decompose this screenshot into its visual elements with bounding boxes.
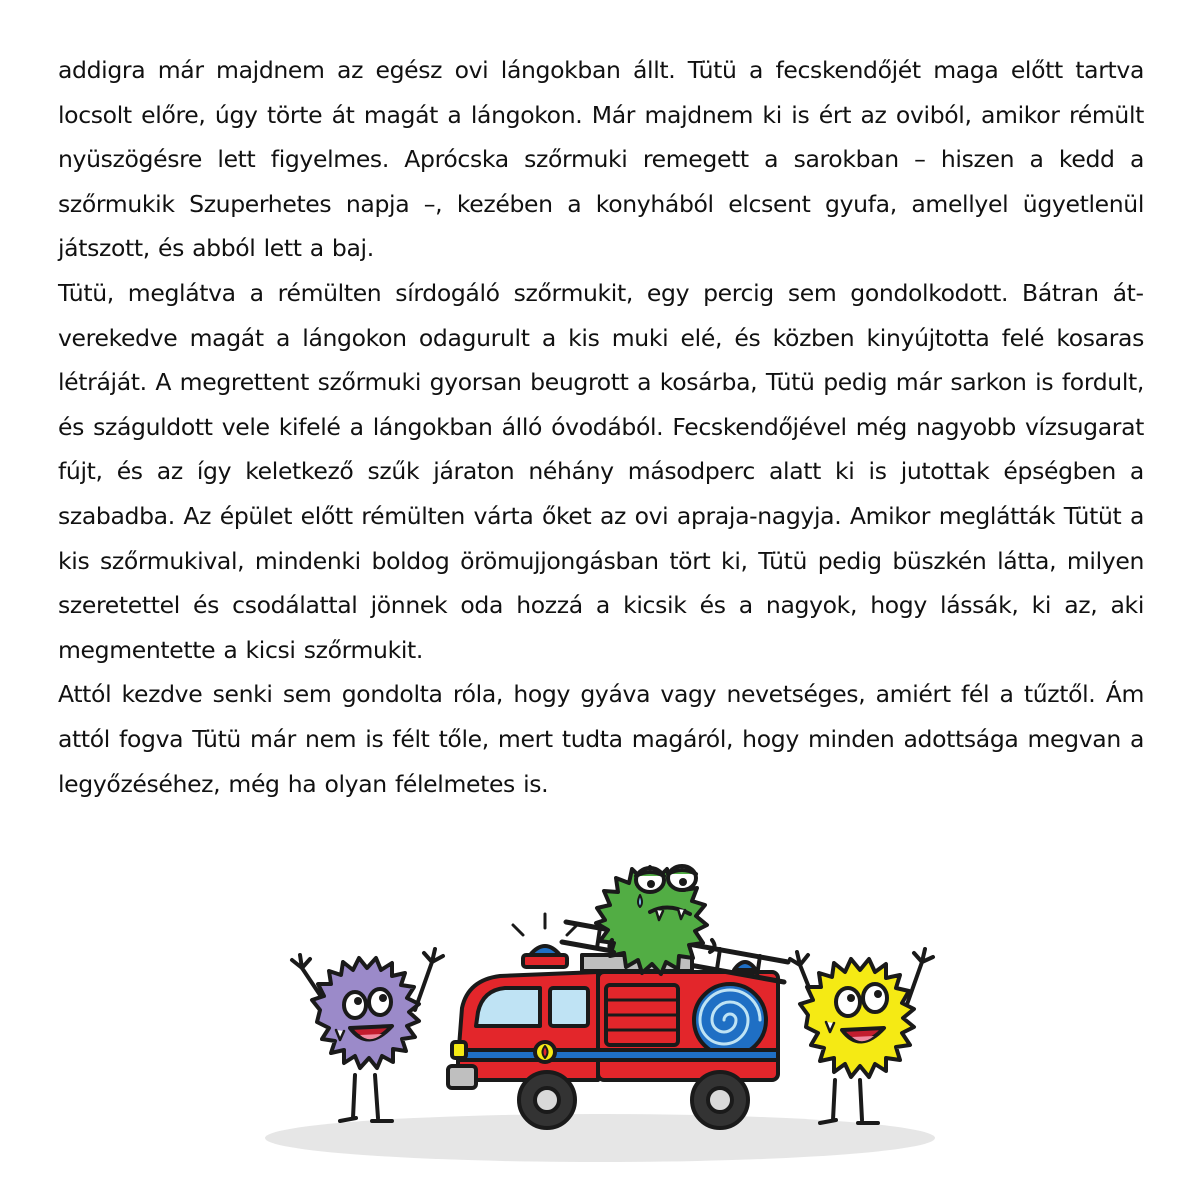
story-paragraph: Attól kezdve senki sem gondolta róla, hogy gyáva vagy nevetséges, amiért fél a tűztől. Ám attól fogva Tütü már nem is félt tőle, mert tudta magáról, hogy minden adottsága megvan a legyőzéséhez, még ha olyan félelmetes is. — [58, 680, 1144, 798]
story-paragraph: addigra már majdnem az egész ovi lángokban állt. Tütü a fecskendőjét maga előtt tartva locsolt előre, úgy törte át magát a lángokon. Már majdnem ki is ért az oviból, amikor rémült nyüszögésre lett figyelmes. Aprócska szőrmuki remegett a sarokban – hiszen a kedd a szőrmukik Szuperhetes napja –, kezében a konyhából elcsent gyufa, amellyel ügyetlenül játszott, és abból lett a baj. — [58, 56, 1144, 263]
story-text — [58, 48, 1144, 806]
purple-monster-icon — [292, 949, 443, 1121]
fire-truck-illustration — [0, 820, 1200, 1200]
story-paragraph: Tütü, meglátva a rémülten sírdogáló szőrmukit, egy percig sem gondolkodott. Bátran átverekedve magát a lángokon odagurult a kis muki elé, és közben kinyújtotta felé kosaras létráját. A megrettent szőrmuki gyorsan beugrott a kosárba, Tütü pedig már sarkon is fordult, és száguldott vele kifelé a lángokban álló óvodából. Fecskendőjével még nagyobb vízsugarat fújt, és az így keletkező szűk járaton néhány másodperc alatt ki is jutottak épségben a szabadba. Az épület előtt rémülten várta őket az ovi apraja-nagyja. Amikor meglátták Tütüt a kis szőrmukival, mindenki boldog örömujjongásban tört ki, Tütü pedig büszkén látta, milyen szeretettel és csodálattal jönnek oda hozzá a kicsik és a nagyok, hogy lássák, ki az, aki megmentette a kicsi szőrmukit. — [58, 278, 1144, 664]
yellow-monster-icon — [790, 949, 933, 1123]
